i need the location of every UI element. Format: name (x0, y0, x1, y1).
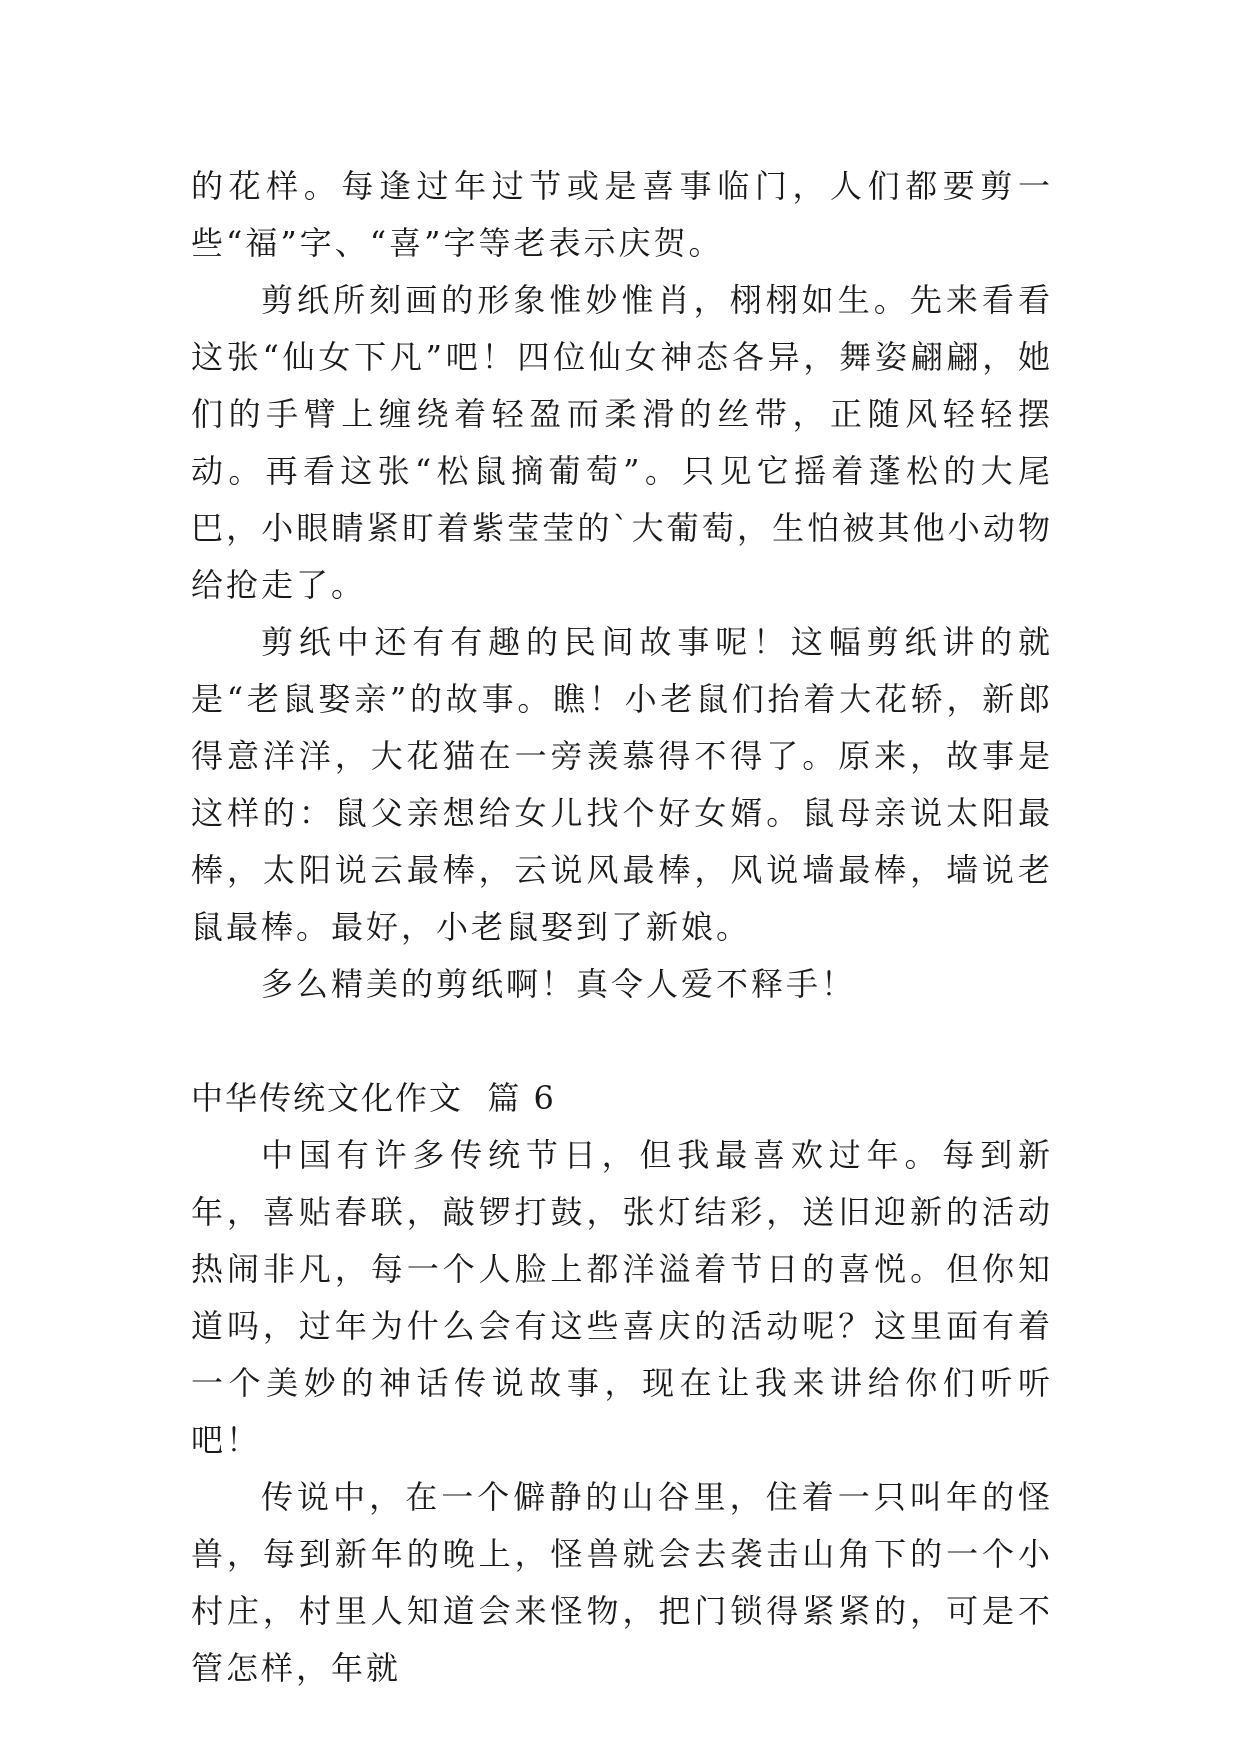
paragraph-nian-legend: 传说中，在一个僻静的山谷里，住着一只叫年的怪兽，每到新年的晚上，怪兽就会去袭击山角下的一个小村庄，村里人知道会来怪物，把门锁得紧紧的，可是不管怎样，年就 (191, 1478, 1053, 1687)
section-title: 中华传统文化作文 篇 6 (191, 1079, 556, 1117)
paragraph-new-year-intro: 中国有许多传统节日，但我最喜欢过年。每到新年，喜贴春联，敲锣打鼓，张灯结彩，送旧迎新的活动热闹非凡，每一个人脸上都洋溢着节日的喜悦。但你知道吗，过年为什么会有这些喜庆的活动呢？这里面有着一个美妙的神话传说故事，现在让我来讲给你们听听吧！ (191, 1136, 1053, 1459)
paragraph-closing: 多么精美的剪纸啊！真令人爱不释手！ (261, 965, 857, 1003)
document-body (191, 158, 1053, 1697)
paragraph-paper-cut-images: 剪纸所刻画的形象惟妙惟肖，栩栩如生。先来看看这张“仙女下凡”吧！四位仙女神态各异，舞姿翩翩，她们的手臂上缠绕着轻盈而柔滑的丝带，正随风轻轻摆动。再看这张“松鼠摘葡萄”。只见它摇着蓬松的大尾巴，小眼睛紧盯着紫莹莹的`大葡萄，生怕被其他小动物给抢走了。 (191, 281, 1053, 604)
paragraph-folk-story: 剪纸中还有有趣的民间故事呢！这幅剪纸讲的就是“老鼠娶亲”的故事。瞧！小老鼠们抬着大花轿，新郎得意洋洋，大花猫在一旁羡慕得不得了。原来，故事是这样的：鼠父亲想给女儿找个好女婿。鼠母亲说太阳最棒，太阳说云最棒，云说风最棒，风说墙最棒，墙说老鼠最棒。最好，小老鼠娶到了新娘。 (191, 623, 1053, 946)
paragraph-continuation: 的花样。每逢过年过节或是喜事临门，人们都要剪一些“福”字、“喜”字等老表示庆贺。 (191, 167, 1053, 262)
